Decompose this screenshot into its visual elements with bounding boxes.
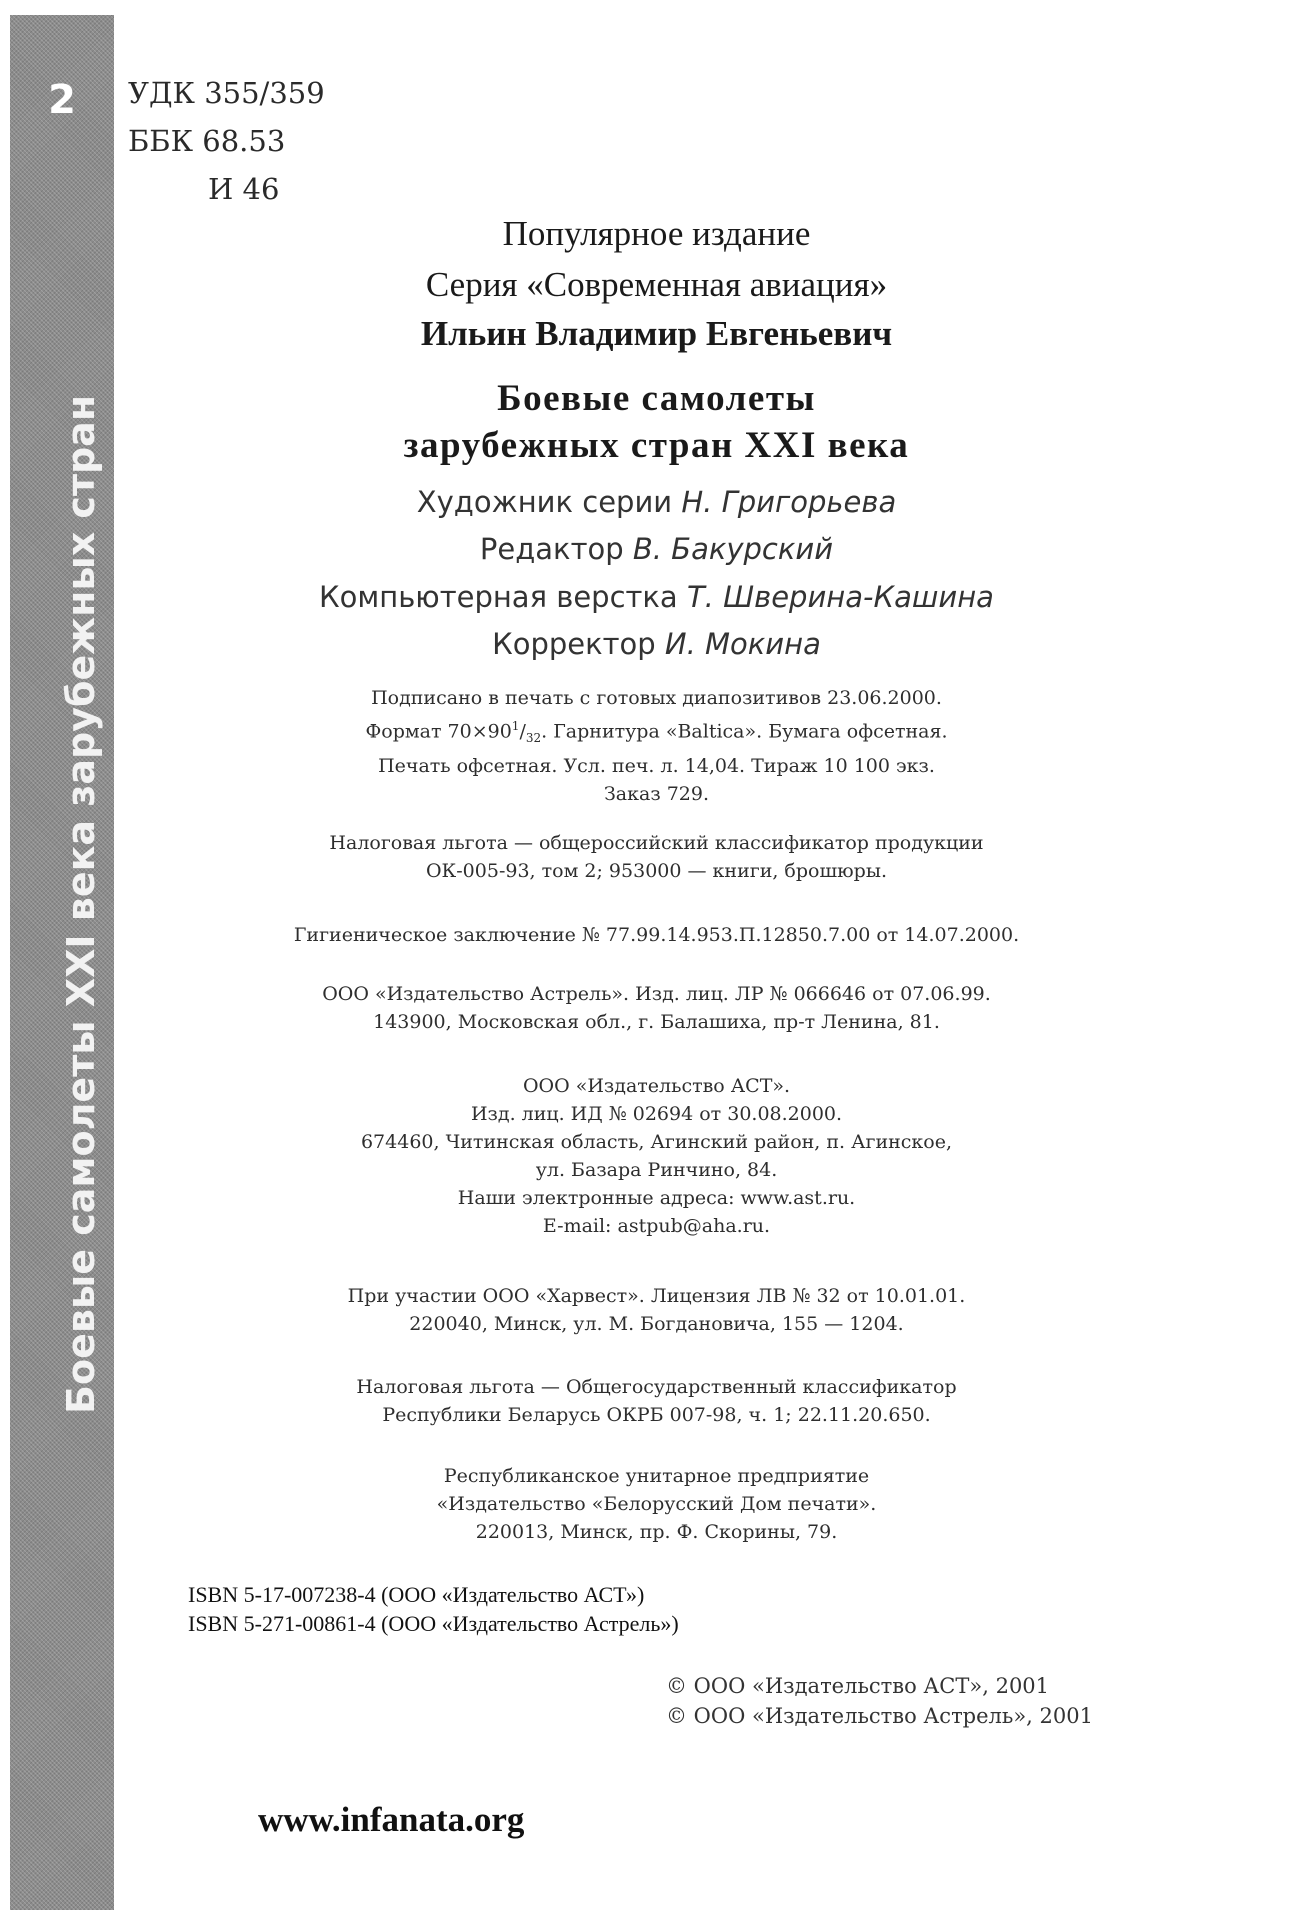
- print-info: [0, 684, 1313, 808]
- publisher-astrel: [0, 980, 1313, 1036]
- imprint-line: «Издательство «Белорусский Дом печати».: [436, 1493, 877, 1515]
- print-info-line: Заказ 729.: [603, 783, 710, 806]
- print-info-line: Формат $70\times 90^1/_{32}$. Гарнитура «Baltica». Бумага офсетная.: [365, 719, 948, 746]
- book-title-line-1: Боевые самолеты: [497, 378, 816, 419]
- website-link[interactable]: www.infanata.org: [258, 1800, 525, 1839]
- imprint-line: Налоговая льгота — общероссийский классификатор продукции: [329, 832, 984, 854]
- printing-house: [0, 1462, 1313, 1546]
- imprint-line: Наши электронные адреса: www.ast.ru.: [457, 1187, 856, 1209]
- tax-benefit-russia: [0, 829, 1313, 885]
- imprint-line: 674460, Читинская область, Агинский район, п. Агинское,: [360, 1131, 953, 1153]
- isbn-ast: ISBN 5-17-007238-4 (ООО «Издательство АСТ»): [188, 1582, 645, 1607]
- imprint-line: ОК-005-93, том 2; 953000 — книги, брошюры.: [425, 860, 888, 882]
- credit-role: Художник серии: [416, 485, 673, 519]
- print-info-line: Печать офсетная. Усл. печ. л. 14,04. Тираж 10 100 экз.: [378, 755, 935, 778]
- credit-role: Редактор: [479, 532, 624, 566]
- imprint-line: При участии ООО «Харвест». Лицензия ЛВ № 32 от 10.01.01.: [347, 1285, 966, 1307]
- udk-code: УДК 355/359: [128, 76, 325, 110]
- credit-person: В. Бакурский: [632, 532, 834, 566]
- imprint-line: E-mail: astpub@aha.ru.: [542, 1215, 771, 1237]
- print-info-line: Подписано в печать с готовых диапозитивов 23.06.2000.: [371, 687, 942, 709]
- credit-role: Корректор: [492, 627, 656, 661]
- book-title-line-2: зарубежных стран XXI века: [403, 425, 910, 466]
- print-format-sub: 32: [525, 731, 542, 746]
- edition-type: Популярное издание: [502, 214, 811, 253]
- credit-editor: [0, 532, 1313, 566]
- hygiene-certificate: [0, 921, 1313, 949]
- credit-person: Н. Григорьева: [681, 485, 897, 519]
- imprint-line: Налоговая льгота — Общегосударственный классификатор: [356, 1376, 957, 1398]
- copyright-astrel: © ООО «Издательство Астрель», 2001: [666, 1704, 1093, 1728]
- tax-benefit-belarus: [0, 1373, 1313, 1429]
- imprint-line: Гигиеническое заключение № 77.99.14.953.П.12850.7.00 от 14.07.2000.: [293, 924, 1020, 946]
- credit-role: Компьютерная верстка: [319, 580, 678, 614]
- credit-person: Т. Шверина-Кашина: [686, 580, 994, 614]
- harvest-license: [0, 1282, 1313, 1338]
- imprint-line: ул. Базара Ринчино, 84.: [535, 1159, 778, 1181]
- author-name: Ильин Владимир Евгеньевич: [420, 314, 893, 353]
- imprint-line: 143900, Московская обл., г. Балашиха, пр-т Ленина, 81.: [373, 1011, 940, 1033]
- print-typeface: . Гарнитура «Baltica». Бумага офсетная.: [541, 720, 948, 743]
- author-code: И 46: [208, 172, 280, 206]
- imprint-line: Изд. лиц. ИД № 02694 от 30.08.2000.: [470, 1103, 843, 1125]
- imprint-line: Республиканское унитарное предприятие: [443, 1465, 870, 1487]
- spine-title: Боевые самолеты XXI века зарубежных стран: [59, 394, 103, 1414]
- imprint-line: 220040, Минск, ул. М. Богдановича, 155 — 1204.: [409, 1313, 904, 1335]
- page-number: 2: [48, 77, 76, 123]
- credit-layout: [0, 580, 1313, 614]
- imprint-line: ООО «Издательство Астрель». Изд. лиц. ЛР № 066646 от 07.06.99.: [322, 983, 991, 1005]
- bbk-code: ББК 68.53: [128, 124, 286, 158]
- print-format-sup: 1: [511, 719, 520, 733]
- print-format: Формат 70×90: [365, 720, 512, 743]
- imprint-line: 220013, Минск, пр. Ф. Скорины, 79.: [475, 1521, 838, 1543]
- credit-person: И. Мокина: [664, 627, 821, 661]
- publisher-ast: [0, 1072, 1313, 1240]
- imprint-line: Республики Беларусь ОКРБ 007-98, ч. 1; 22.11.20.650.: [382, 1404, 931, 1426]
- isbn-astrel: ISBN 5-271-00861-4 (ООО «Издательство Астрель»): [188, 1611, 679, 1636]
- credit-proofreader: [0, 627, 1313, 661]
- series-name: Серия «Современная авиация»: [425, 265, 888, 304]
- copyright-ast: © ООО «Издательство АСТ», 2001: [666, 1674, 1050, 1698]
- credit-series-artist: [0, 485, 1313, 519]
- imprint-line: ООО «Издательство АСТ».: [522, 1075, 791, 1097]
